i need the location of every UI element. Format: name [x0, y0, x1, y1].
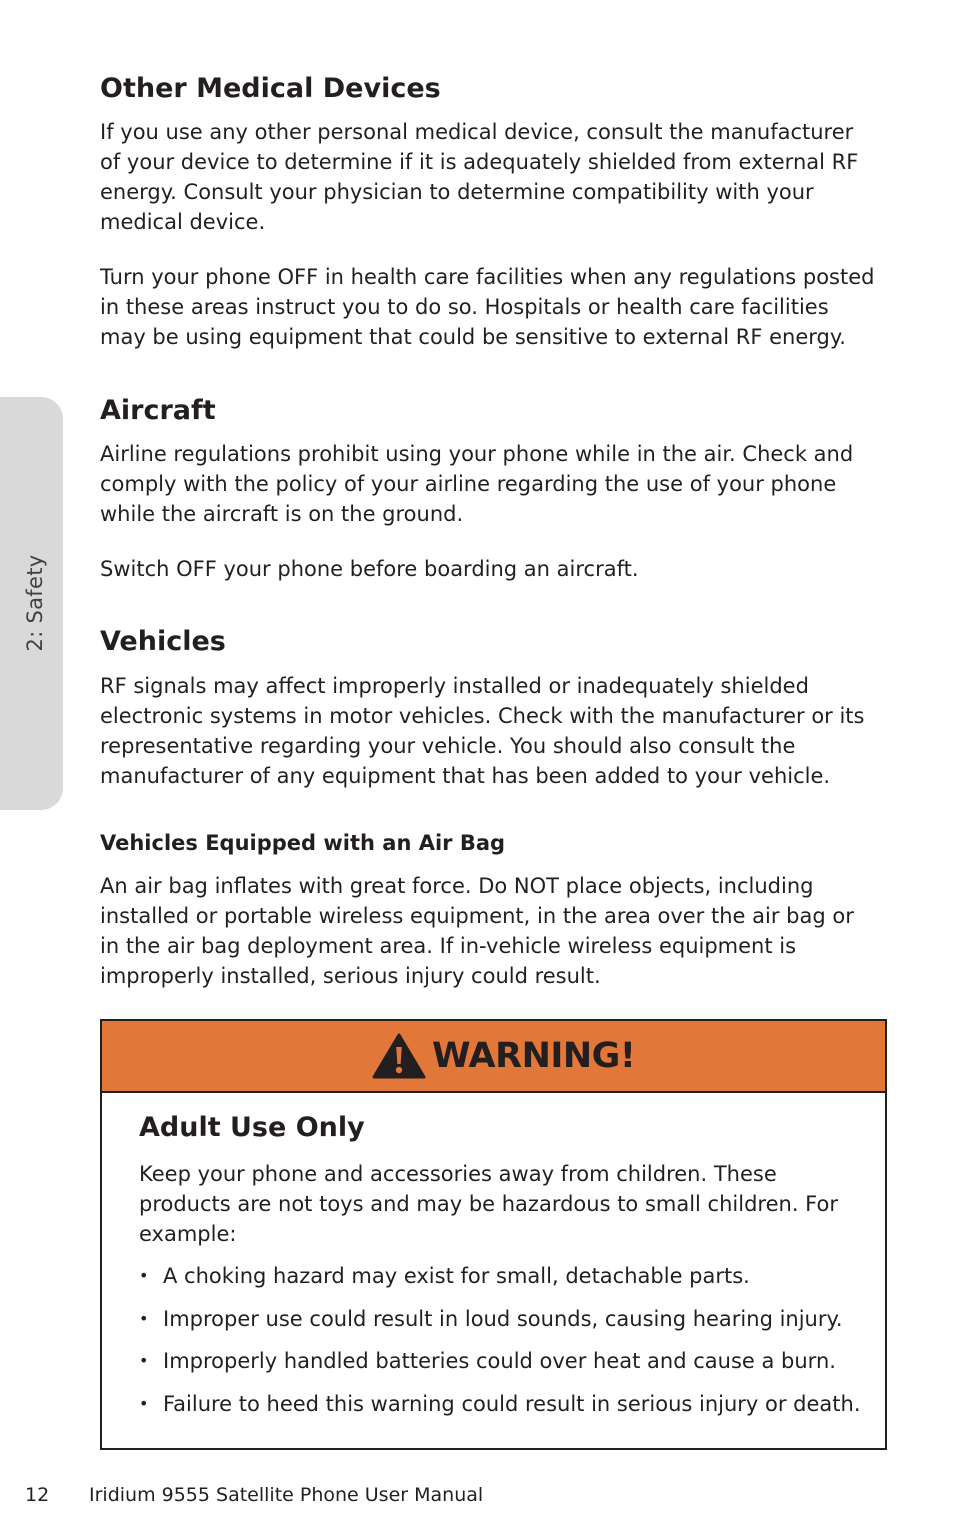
warning-box [100, 1019, 887, 1450]
warning-triangle-icon [372, 1033, 426, 1079]
heading-vehicles-air-bag: Vehicles Equipped with an Air Bag [100, 831, 506, 855]
list-item: • Failure to heed this warning could result in serious injury or death. [139, 1389, 879, 1419]
paragraph-other-medical-2: Turn your phone OFF in health care facilities when any regulations posted in these areas instruct you to do so. Hospitals or health care facilities may be using equipment that could be sensitive to external RF energy. [100, 265, 875, 349]
paragraph-aircraft-1: Airline regulations prohibit using your phone while in the air. Check and comply with the policy of your airline regarding the use of your phone while the aircraft is on the ground. [100, 442, 854, 526]
warning-bullet-list [139, 1261, 879, 1431]
list-item: • Improperly handled batteries could over heat and cause a burn. [139, 1346, 879, 1376]
manual-title: Iridium 9555 Satellite Phone User Manual [89, 1484, 484, 1506]
paragraph-vehicles-1: RF signals may affect improperly installed or inadequately shielded electronic systems in motor vehicles. Check with the manufacturer or its representative regarding your vehicle. You should also consult the manufacturer of any equipment that has been added to your vehicle. [100, 674, 865, 788]
warning-header [102, 1021, 885, 1093]
list-item: • Improper use could result in loud sounds, causing hearing injury. [139, 1304, 879, 1334]
list-item: • A choking hazard may exist for small, detachable parts. [139, 1261, 879, 1291]
warning-title: WARNING! [432, 1036, 636, 1076]
warning-text: Keep your phone and accessories away from children. These products are not toys and may be hazardous to small children. For example: [139, 1162, 838, 1246]
page-footer [25, 1482, 483, 1508]
side-tab-label: 2: Safety [23, 554, 47, 652]
paragraph-air-bag-1: An air bag inflates with great force. Do NOT place objects, including installed or portable wireless equipment, in the area over the air bag or in the air bag deployment area. If in-vehicle wireless equipment is improperly installed, serious injury could result. [100, 874, 854, 988]
paragraph-aircraft-2: Switch OFF your phone before boarding an aircraft. [100, 557, 639, 581]
heading-aircraft: Aircraft [100, 395, 216, 426]
paragraph-other-medical-1: If you use any other personal medical device, consult the manufacturer of your device to determine if it is adequately shielded from external RF energy. Consult your physician to determine compatibility with your medical device. [100, 120, 859, 234]
heading-other-medical-devices: Other Medical Devices [100, 73, 441, 104]
heading-vehicles: Vehicles [100, 626, 226, 657]
warning-heading: Adult Use Only [139, 1112, 365, 1143]
page-number: 12 [25, 1484, 50, 1506]
